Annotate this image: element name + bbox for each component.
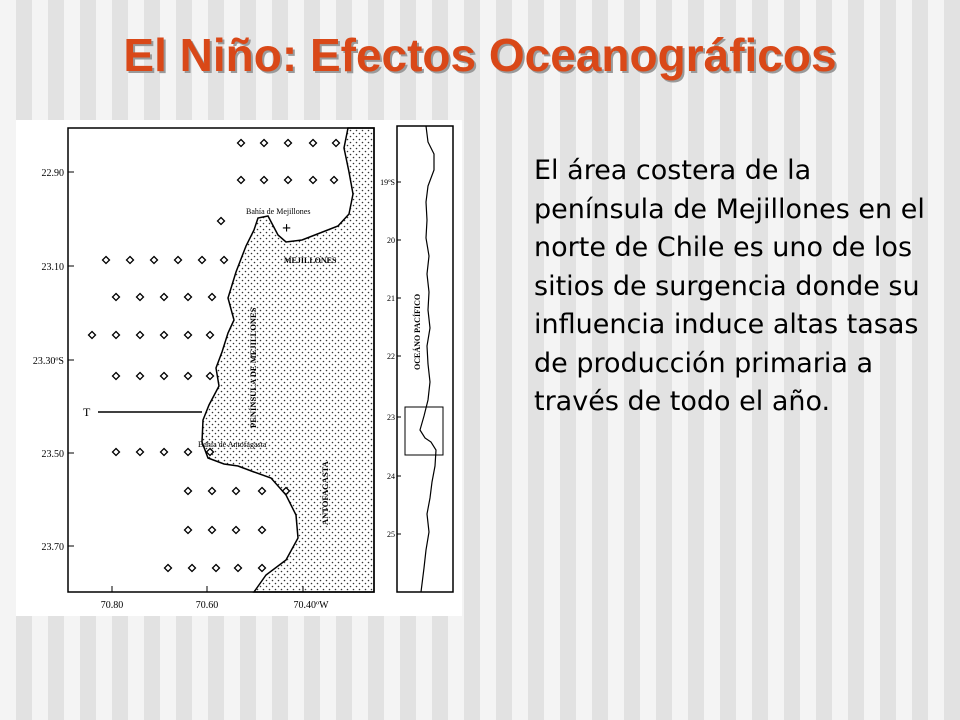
ocean-label: OCEÁNO PACÍFICO [413, 293, 422, 370]
inset-map [380, 126, 453, 592]
lat-label: 23.50 [41, 449, 64, 460]
inset-lat-label: 23 [387, 413, 395, 422]
town-south-label: ANTOFAGASTA [320, 461, 330, 525]
study-area-map [16, 120, 462, 616]
body-paragraph: El área costera de la península de Mejillones en el norte de Chile es uno de los sitios de surgencia donde su influencia induce altas tasas de producción primaria a través de todo el año. [534, 155, 925, 417]
inset-lat-label: 24 [387, 472, 395, 481]
lat-label: 23.10 [41, 262, 64, 273]
inset-lat-label: 22 [387, 352, 395, 361]
transect-label: T [83, 405, 91, 419]
inset-lat-label: 19ºS [380, 178, 395, 187]
lon-label: 70.40ºW [293, 600, 329, 611]
lon-label: 70.60 [195, 600, 219, 611]
station-marker: + [282, 220, 292, 237]
lat-label: 23.70 [41, 542, 64, 553]
inset-lat-label: 20 [387, 236, 395, 245]
slide-title: El Niño: Efectos Oceanográficos [123, 29, 837, 81]
lon-label: 70.80 [100, 600, 124, 611]
bay-north-label: Bahía de Mejillones [246, 207, 311, 216]
town-north-label: MEJILLONES [284, 256, 337, 265]
lat-label: 22.90 [41, 168, 64, 179]
lat-label: 23.30ºS [32, 356, 64, 367]
peninsula-label: PENÍNSULA DE MEJILLONES [248, 307, 258, 428]
map-figure [16, 120, 462, 616]
inset-map-frame [397, 126, 453, 592]
bay-south-label: Bahía de Antofagasta [198, 440, 267, 449]
inset-lat-label: 21 [387, 294, 395, 303]
inset-lat-label: 25 [387, 530, 395, 539]
